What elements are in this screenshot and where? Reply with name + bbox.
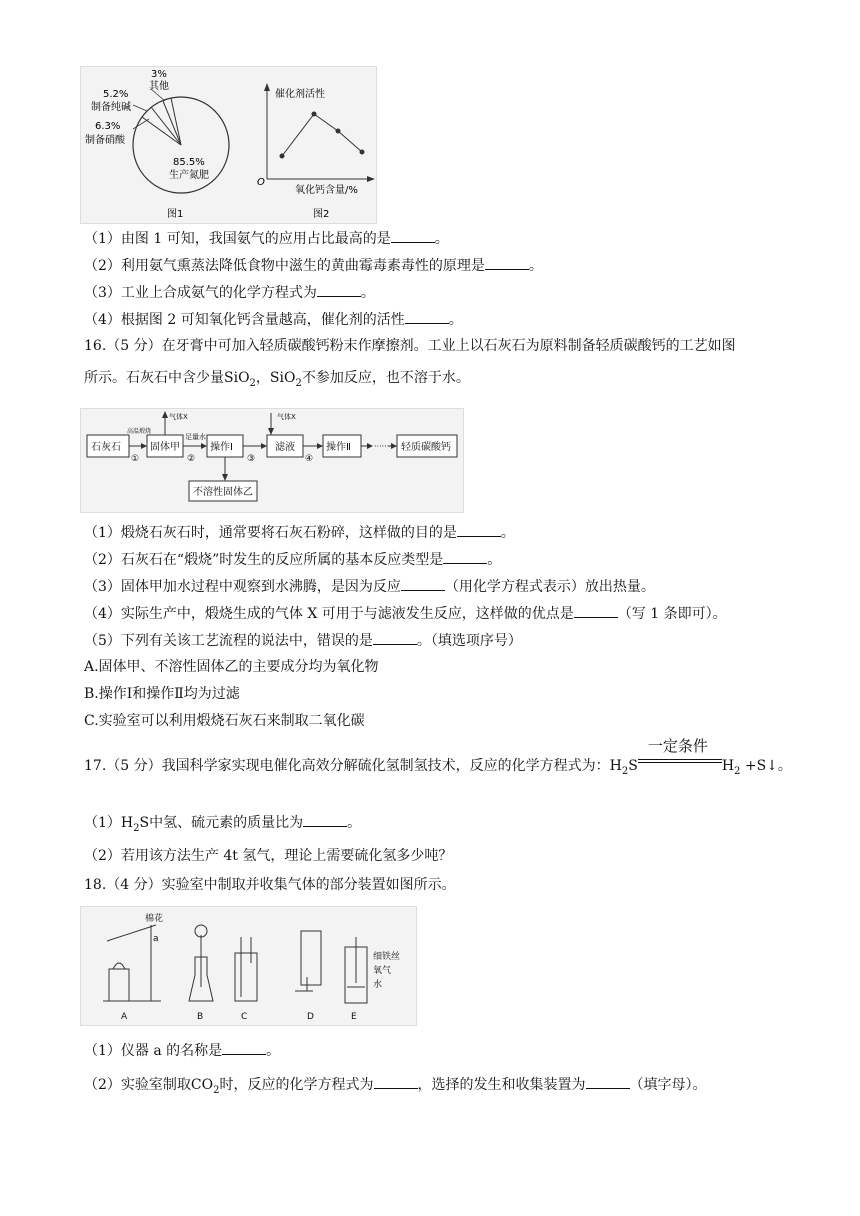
label-C: C (241, 1012, 248, 1022)
pie-label-soda: 制备纯碱 (91, 102, 131, 113)
figure-process-flow (80, 408, 464, 513)
figure2-caption: 图2 (313, 209, 330, 220)
pie-label-pct-nitric: 6.3% (95, 121, 121, 132)
q18-line-1: （1）仪器 a 的名称是 。 (84, 1040, 280, 1061)
pie-label-pct-other: 3% (151, 69, 167, 80)
q17-line-2: （2）若用该方法生产 4t 氢气，理论上需要硫化氢多少吨？ (84, 848, 453, 864)
flow-node-light-caco3: 轻质碳酸钙 (401, 442, 451, 453)
q15-line-1: （1）由图 1 可知，我国氨气的应用占比最高的是 。 (84, 228, 449, 249)
q15-line-3: （3）工业上合成氨气的化学方程式为 。 (84, 282, 375, 303)
q17-line-1: $(1)H_2S$中氢、硫元素的质量比为 。 (84, 812, 361, 839)
chart-point (360, 150, 365, 155)
q16-option-c: C.实验室可以利用煅烧石灰石来制取二氧化碳 (84, 713, 365, 729)
q18-intro: 18.（4 分）实验室中制取并收集气体的部分装置如图所示。 (84, 877, 456, 893)
pie-chart (85, 69, 229, 220)
label-A: A (121, 1012, 128, 1022)
pie-label-fertilizer: 生产氮肥 (169, 170, 209, 181)
pie-label-other: 其他 (149, 81, 169, 92)
pie-label-pct-fertilizer: 85.5% (173, 157, 205, 168)
figure1-caption: 图1 (167, 209, 184, 220)
figure-lab-apparatus (80, 906, 417, 1026)
q16-line-3: （3）固体甲加水过程中观察到水沸腾，是因为反应 （用化学方程式表示）放出热量。 (84, 576, 655, 597)
flow-dots: ······ (374, 442, 390, 451)
chart-ylabel: 催化剂活性 (275, 89, 325, 100)
pie-label-nitric: 制备硝酸 (85, 135, 125, 146)
label-instrument-a: a (153, 934, 159, 944)
label-water: 水 (373, 980, 383, 990)
flow-node-filtrate: 滤液 (275, 442, 295, 453)
flow-node-insoluble-b: 不溶性固体乙 (193, 487, 253, 498)
q16-option-b: B.操作Ⅰ和操作Ⅱ均为过滤 (84, 686, 240, 702)
equation-condition: 一定条件 (638, 756, 722, 770)
flow-gas-x-in: 气体X (277, 413, 296, 421)
q15-line-2: （2）利用氨气熏蒸法降低食物中滋生的黄曲霉毒素毒性的原理是 。 (84, 255, 543, 276)
q17-intro: 17.（5 分）我国科学家实现电催化高效分解硫化氢制氢技术，反应的化学方程式为：$H_2S$ 一定条件 $H_2$ +S↓。 (84, 737, 792, 777)
chart-xlabel: 氧化钙含量/% (295, 185, 358, 196)
chart-origin: O (257, 177, 265, 188)
chart-point (336, 129, 341, 134)
flow-step-1: ① (131, 454, 140, 464)
q16-line-2: （2）石灰石在“煅烧”时发生的反应所属的基本反应类型是 。 (84, 549, 501, 570)
label-D: D (307, 1012, 314, 1022)
pie-label-pct-soda: 5.2% (103, 89, 129, 100)
q16-line-5: （5）下列有关该工艺流程的说法中，错误的是 。（填选项序号） (84, 630, 522, 651)
label-oxygen: 氧气 (373, 966, 392, 976)
flow-step-3: ③ (247, 454, 256, 464)
figure-pie-and-chart (80, 66, 377, 224)
label-E: E (351, 1012, 357, 1022)
flow-node-limestone: 石灰石 (91, 442, 121, 453)
label-B: B (197, 1012, 204, 1022)
flow-cond: 高温煅烧 (127, 428, 152, 435)
chart-point (280, 154, 285, 159)
line-chart (257, 83, 375, 220)
flow-step-2: ② (187, 454, 196, 464)
label-wire: 细铁丝 (373, 952, 401, 962)
q16-intro-1: 16.（5 分）在牙膏中可加入轻质碳酸钙粉末作摩擦剂。工业上以石灰石为原料制备轻质碳酸钙的工艺如图 (84, 338, 736, 354)
q16-line-4: （4）实际生产中，煅烧生成的气体 X 可用于与滤液发生反应，这样做的优点是 （写 1 条即可）。 (84, 603, 727, 624)
flow-node-op1: 操作Ⅰ (210, 442, 233, 453)
flow-node-solid-a: 固体甲 (150, 442, 180, 453)
q18-line-2: （2）实验室制取$CO_2$时，反应的化学方程式为 ，选择的发生和收集装置为 （填字母）。 (84, 1074, 707, 1101)
label-cotton: 棉花 (145, 914, 164, 924)
flow-step-4: ④ (305, 454, 314, 464)
q16-intro-2: 所示。石灰石中含少量SiO$_2$，SiO$_2$不参加反应，也不溶于水。 (84, 370, 470, 389)
q16-line-1: （1）煅烧石灰石时，通常要将石灰石粉碎，这样做的目的是 。 (84, 522, 515, 543)
flow-gas-x-out: 气体X (169, 413, 188, 421)
q15-line-4: （4）根据图 2 可知氧化钙含量越高，催化剂的活性 。 (84, 309, 463, 330)
q16-option-a: A.固体甲、不溶性固体乙的主要成分均为氧化物 (84, 659, 379, 675)
flow-water: 足量水 (185, 433, 206, 441)
chart-point (312, 112, 317, 117)
flow-node-op2: 操作Ⅱ (326, 442, 351, 453)
